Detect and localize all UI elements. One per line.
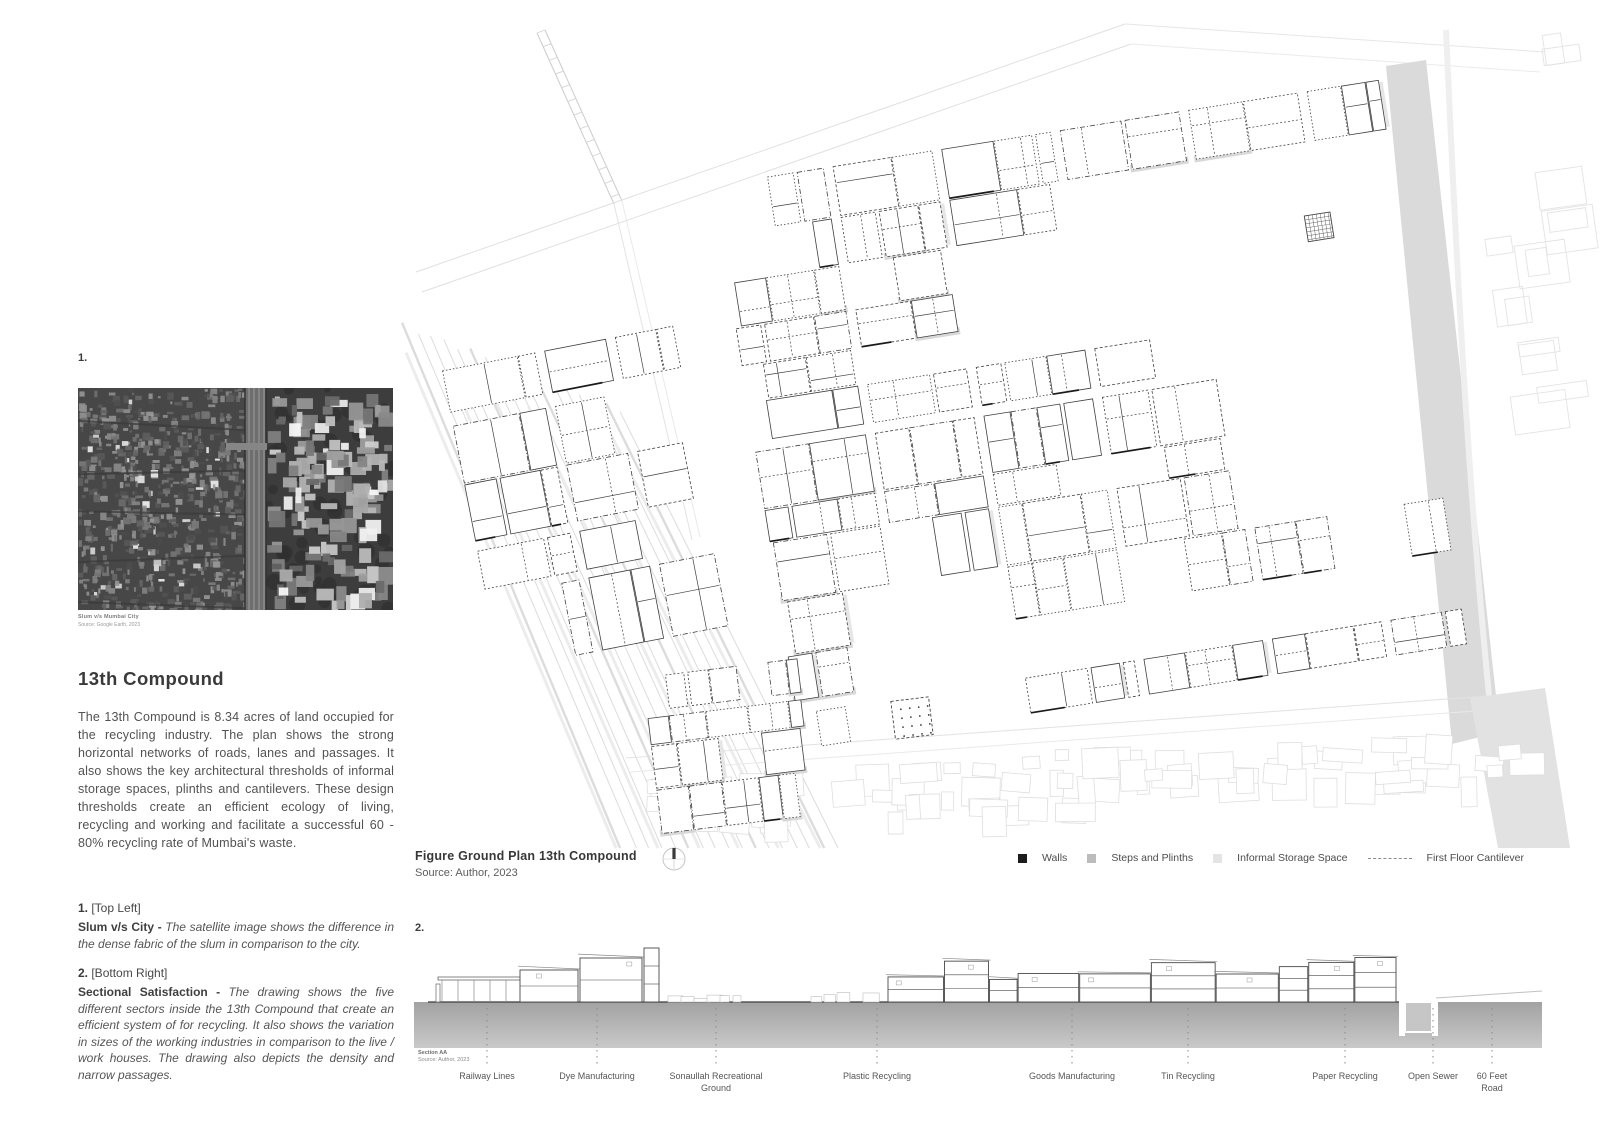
section-label	[1417, 1071, 1567, 1094]
legend-label: Informal Storage Space	[1237, 852, 1348, 864]
section-label	[1113, 1071, 1263, 1083]
section-caption	[418, 1050, 469, 1064]
section-drawing	[410, 940, 1550, 1070]
note2-title: Sectional Satisfaction -	[78, 985, 229, 999]
legend-swatch-icon	[1018, 854, 1027, 863]
note2-number: 2.	[78, 966, 89, 980]
north-arrow-icon	[660, 845, 688, 873]
legend-dash-icon	[1368, 858, 1412, 859]
section-caption-title: Section AA	[418, 1050, 448, 1056]
note2-body	[78, 984, 394, 1083]
section-label-line2: Road	[1481, 1082, 1503, 1093]
note1-location: [Top Left]	[88, 901, 141, 915]
section-label-line1: Railway Lines	[459, 1071, 515, 1081]
page-title: 13th Compound	[78, 668, 224, 689]
section-label-line1: Open Sewer	[1407, 1071, 1459, 1081]
body-paragraph: The 13th Compound is 8.34 acres of land occupied for the recycling industry. The plan shows the strong horizontal networks of roads, lanes and passages. It also shows the key architectural thresholds of informal storage spaces, plinths and cantilevers. These design thresholds create an efficient ecology of living, recycling and working and facilitate a successful 60 - 80% recycling rate of Mumbai's waste.	[78, 710, 394, 850]
legend-swatch-icon	[1213, 854, 1222, 863]
legend-label: First Floor Cantilever	[1426, 852, 1524, 864]
section-label-line1: 60 Feet	[1476, 1071, 1508, 1081]
plan-legend	[1018, 852, 1524, 864]
section-label-line1: Sonaullah Recreational	[669, 1071, 763, 1081]
section-label-line1: Paper Recycling	[1312, 1071, 1378, 1081]
section-label	[641, 1071, 791, 1094]
section-label-line1: Plastic Recycling	[842, 1071, 912, 1081]
section-labels	[410, 1071, 1550, 1111]
legend-item	[1018, 852, 1067, 864]
section-caption-source: Source: Author, 2023	[418, 1057, 470, 1063]
section-label-line1: Goods Manufacturing	[1028, 1071, 1116, 1081]
figure-ground-plan-drawing	[400, 0, 1600, 850]
legend-item	[1368, 852, 1524, 864]
section-label-line2: Ground	[700, 1082, 732, 1093]
legend-label: Walls	[1042, 852, 1068, 864]
plan-title: Figure Ground Plan 13th Compound	[415, 849, 637, 863]
plan-source: Source: Author, 2023	[415, 867, 518, 879]
note1-body	[78, 919, 394, 952]
legend-swatch-icon	[1087, 854, 1096, 863]
section-label-line1: Tin Recycling	[1161, 1071, 1215, 1081]
note1-text: The satellite image shows the difference in the dense fabric of the slum in comparison to the city.	[78, 920, 394, 951]
legend-label: Steps and Plinths	[1111, 852, 1194, 864]
legend-item	[1087, 852, 1193, 864]
note1-title: Slum v/s City -	[78, 920, 166, 934]
note2-header	[78, 966, 167, 980]
figure1-number: 1.	[78, 352, 88, 364]
satellite-image	[78, 388, 393, 610]
section-label-line1: Dye Manufacturing	[559, 1071, 635, 1081]
note2-location: [Bottom Right]	[88, 966, 168, 980]
note1-header	[78, 901, 141, 915]
note2-text: The drawing shows the five different sectors inside the 13th Compound that create an efficient system of for recycling. It also shows the variation in sizes of the working industries in comparison to the live / work houses. The drawing also depicts the density and narrow passages.	[78, 985, 394, 1082]
satellite-caption-title: Slum v/s Mumbai City	[78, 614, 139, 620]
satellite-caption-source: Source: Google Earth, 2023	[78, 622, 140, 628]
figure2-number: 2.	[415, 922, 425, 934]
note1-number: 1.	[78, 901, 89, 915]
section-label	[802, 1071, 952, 1083]
legend-item	[1213, 852, 1347, 864]
